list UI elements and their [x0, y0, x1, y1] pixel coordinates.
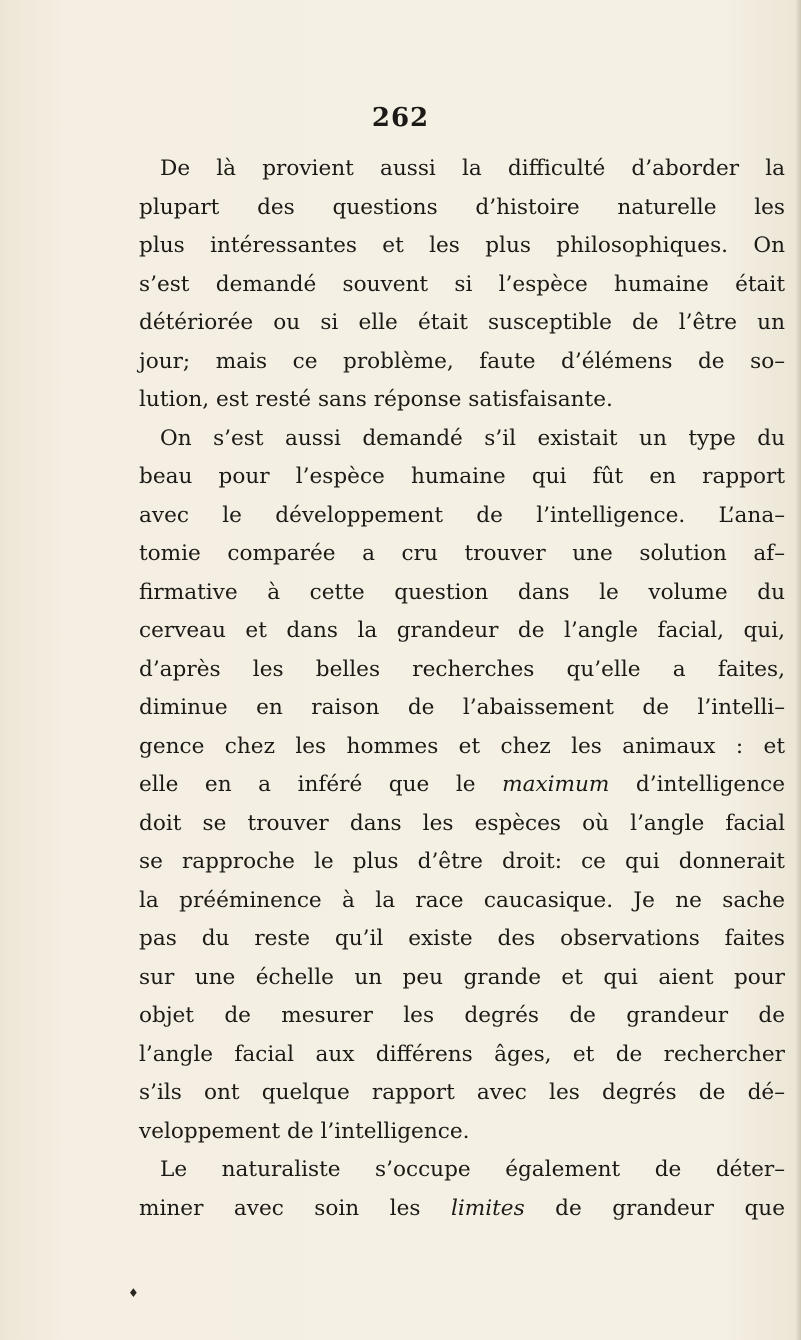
- body-text: [139, 150, 785, 1228]
- text-run: miner avec soin les: [139, 1195, 451, 1221]
- italic-term: limites: [450, 1195, 525, 1221]
- text-run: elle en a inféré que le: [139, 772, 503, 797]
- text-run: d’intelligence: [609, 772, 785, 797]
- text-line: s’ils ont quelque rapport avec les degrés de dé–: [139, 1080, 785, 1105]
- text-line: d’après les belles recherches qu’elle a faites,: [139, 656, 785, 682]
- text-line: cerveau et dans la grandeur de l’angle facial, qui,: [139, 618, 785, 643]
- text-line: se rapproche le plus d’être droit: ce qui donnerait: [139, 849, 785, 874]
- text-line: lution, est resté sans réponse satisfaisante.: [139, 387, 613, 412]
- text-line: avec le développement de l’intelligence. L’ana–: [139, 502, 785, 528]
- text-line: la prééminence à la race caucasique. Je ne sache: [139, 887, 785, 913]
- text-line: gence chez les hommes et chez les animaux : et: [139, 733, 785, 759]
- text-line: De là provient aussi la difficulté d’aborder la: [160, 156, 785, 181]
- text-line: pas du reste qu’il existe des observations faites: [139, 926, 785, 951]
- text-line: plupart des questions d’histoire naturelle les: [139, 194, 785, 220]
- text-line: On s’est aussi demandé s’il existait un type du: [160, 425, 785, 451]
- text-line: détériorée ou si elle était susceptible de l’être un: [139, 310, 785, 335]
- text-line: objet de mesurer les degrés de grandeur de: [139, 1003, 785, 1028]
- text-line: [139, 766, 785, 805]
- italic-term: maximum: [502, 772, 610, 797]
- text-line: beau pour l’espèce humaine qui fût en rapport: [139, 464, 785, 489]
- text-line: doit se trouver dans les espèces où l’angle facial: [139, 810, 785, 836]
- text-line: diminue en raison de l’abaissement de l’intelli–: [139, 695, 785, 720]
- text-line: veloppement de l’intelligence.: [139, 1118, 470, 1144]
- text-line: tomie comparée a cru trouver une solution af–: [139, 541, 785, 566]
- text-line: sur une échelle un peu grande et qui aient pour: [139, 964, 785, 990]
- text-line: jour; mais ce problème, faute d’élémens de so–: [139, 348, 785, 374]
- page-edge-shadow: [795, 0, 801, 1340]
- text-line: l’angle facial aux différens âges, et de rechercher: [139, 1041, 785, 1067]
- printer-mark: ♦: [128, 1286, 139, 1300]
- text-line: firmative à cette question dans le volume du: [139, 579, 785, 605]
- page-number: 262: [371, 103, 430, 133]
- text-line: Le naturaliste s’occupe également de déter–: [160, 1157, 785, 1182]
- text-run: de grandeur que: [524, 1195, 785, 1221]
- text-line: plus intéressantes et les plus philosophiques. On: [139, 233, 785, 258]
- text-line: s’est demandé souvent si l’espèce humaine était: [139, 271, 785, 297]
- text-line: [139, 1190, 785, 1229]
